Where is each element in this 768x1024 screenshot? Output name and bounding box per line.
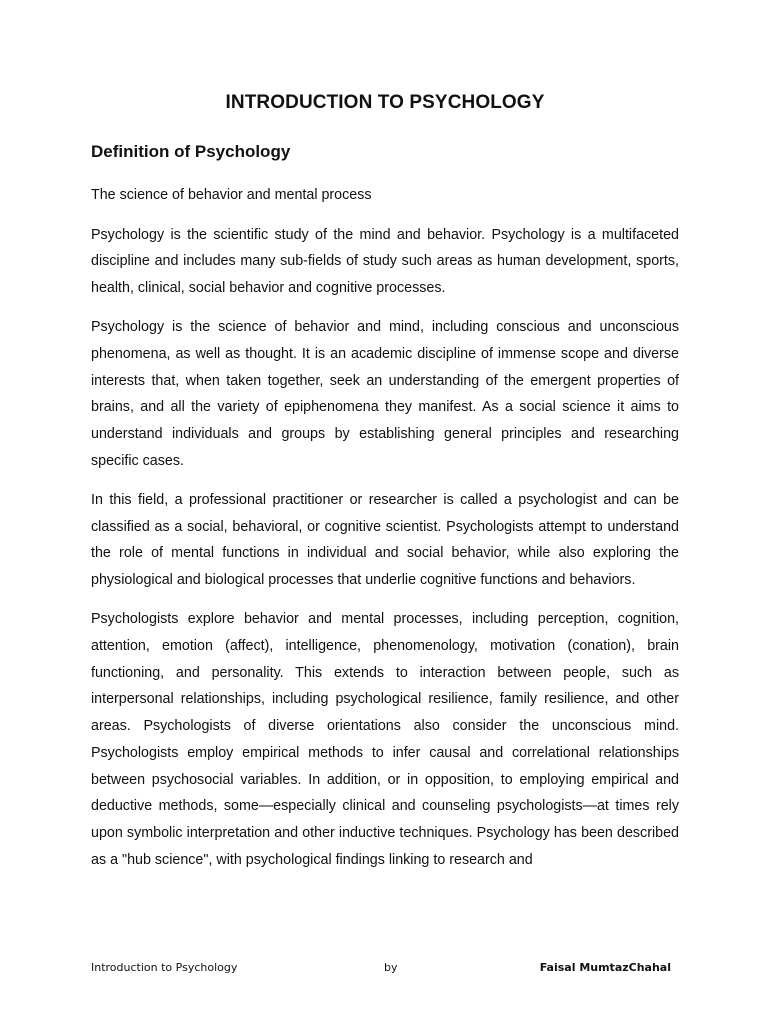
footer-author: Faisal MumtazChahal	[539, 961, 671, 974]
page-footer	[91, 961, 679, 979]
paragraph-2: Psychology is the science of behavior and mind, including conscious and unconscious phenomena, as well as thought. It is an academic discipline of immense scope and diverse interests that, when taken together, seek an understanding of the emergent properties of brains, and all the variety of epiphenomena they manifest. As a social science it aims to understand individuals and groups by establishing general principles and researching specific cases.	[91, 319, 679, 469]
body-text	[91, 182, 679, 886]
paragraph-1: Psychology is the scientific study of the mind and behavior. Psychology is a multifaceted discipline and includes many sub-fields of study such areas as human development, sports, health, clinical, social behavior and cognitive processes.	[91, 226, 679, 297]
document-page	[91, 0, 679, 1024]
footer-by: by	[384, 961, 398, 974]
paragraph-3: In this field, a professional practitioner or researcher is called a psychologist and can be classified as a social, behavioral, or cognitive scientist. Psychologists attempt to understand the role of mental functions in individual and social behavior, while also exploring the physiological and biological processes that underlie cognitive functions and behaviors.	[91, 492, 679, 589]
tagline: The science of behavior and mental process	[91, 187, 372, 203]
footer-doc-title: Introduction to Psychology	[91, 961, 238, 974]
section-heading: Definition of Psychology	[91, 142, 291, 161]
paragraph-4: Psychologists explore behavior and mental processes, including perception, cognition, attention, emotion (affect), intelligence, phenomenology, motivation (conation), brain functioning, and personality. This extends to interaction between people, such as interpersonal relationships, including psychological resilience, family resilience, and other areas. Psychologists of diverse orientations also consider the unconscious mind. Psychologists employ empirical methods to infer causal and correlational relationships between psychosocial variables. In addition, or in opposition, to employing empirical and deductive methods, some—especially clinical and counseling psychologists—at times rely upon symbolic interpretation and other inductive techniques. Psychology has been described as a "hub science", with psychological findings linking to research and	[91, 611, 679, 868]
document-title: INTRODUCTION TO PSYCHOLOGY	[225, 92, 545, 113]
